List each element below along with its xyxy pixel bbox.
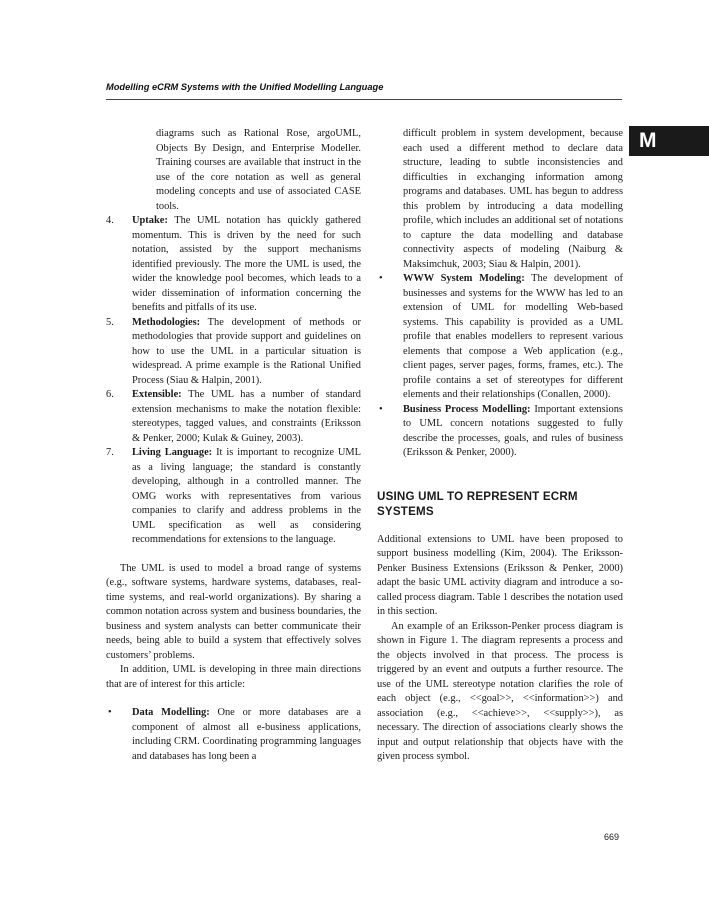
body-paragraph: Additional extensions to UML have been proposed to support business modelling (Kim, 2004). The Eriksson-Penker Business Extensions (Eriksson & Penker, 2000) adapt the basic UML activity diagram and introduce a so-called process diagram. Table 1 describes the notation used in this section. — [377, 533, 623, 617]
page-number: 669 — [604, 832, 620, 842]
item-text: The development of businesses and systems for the WWW has led to an extension of UML for modelling Web-based systems. This capability is provided as a UML profile that enables modellers to represent various elements that compose a Web application (e.g., client pages, server pages, forms, frames, etc.). The profile contains a set of stereotypes for different elements and their relationships (Conallen, 2000). — [403, 273, 623, 400]
item-term: Uptake: — [132, 215, 168, 226]
left-column — [106, 127, 361, 764]
running-head: Modelling eCRM Systems with the Unified Modelling Language — [106, 82, 384, 92]
list-item — [106, 388, 361, 446]
item-number: 4. — [106, 215, 114, 226]
item-term: Data Modelling: — [132, 707, 210, 718]
list-item — [106, 316, 361, 389]
bullet-item — [377, 272, 623, 403]
item-text: The development of methods or methodologies that provide support and guidelines on how to use the UML in a particular situation is widespread. A prime example is the Rational Unified Process (Siau & Halpin, 2001). — [132, 316, 361, 386]
left-continuation: diagrams such as Rational Rose, argoUML, Objects By Design, and Enterprise Modeller. Training courses are available that instruct in the use of the core notation as well as general modeling concepts and use of associated CASE tools. — [156, 128, 361, 212]
bullet-item — [106, 706, 361, 764]
list-item — [106, 214, 361, 316]
body-paragraph: In addition, UML is developing in three main directions that are of interest for this article: — [106, 664, 361, 690]
right-continuation: difficult problem in system development, because each used a different method to declare data structure, leading to subtle inconsistencies and difficulties in exchanging information among programs and databases. UML has begun to address this problem by introducing a data modelling profile, which includes an additional set of notations to capture the data modelling and database connectivity aspects of modeling (Naiburg & Maksimchuk, 2003; Siau & Halpin, 2001). — [403, 128, 623, 270]
item-text: It is important to recognize UML as a living language; the standard is constantly developing, although in a controlled manner. The OMG works with representatives from various companies to clarify and address problems in the UML specification as well as considering recommendations for extensions to the language. — [132, 447, 361, 545]
item-number: 7. — [106, 447, 114, 458]
item-text: The UML has a number of standard extension mechanisms to make the notation flexible: stereotypes, tagged values, and constraints (Eriksson & Penker, 2000; Kulak & Guiney, 2003). — [132, 389, 361, 444]
bullet-icon: • — [379, 273, 383, 284]
item-number: 5. — [106, 316, 114, 328]
item-number: 6. — [106, 389, 114, 400]
item-term: Living Language: — [132, 447, 213, 458]
section-tab: M — [629, 126, 709, 156]
bullet-icon: • — [379, 403, 383, 415]
item-text: The UML notation has quickly gathered momentum. This is driven by the need for such notation, assisted by the support mechanisms identified previously. The more the UML is used, the wider the knowledge pool becomes, which leads to a wider dissemination of information concerning the benefits and pitfalls of its use. — [132, 215, 361, 313]
body-paragraph: An example of an Eriksson-Penker process diagram is shown in Figure 1. The diagram represents a process and the objects involved in that process. The process is triggered by an event and outputs a further resource. The use of the UML stereotype notation clarifies the role of each object (e.g., <<goal>>, <<information>>) and association (e.g., <<achieve>>, <<supply>>), as necessary. The direction of associations clearly shows the input and output relationship that objects have with the given process symbol. — [377, 620, 623, 762]
item-term: Business Process Modelling: — [403, 403, 531, 415]
bullet-icon: • — [108, 707, 112, 718]
body-paragraph: The UML is used to model a broad range of systems (e.g., software systems, hardware systems, databases, real-time systems, and real-world organizations). By sharing a common notation across system and business boundaries, the business and system analysts can better communicate their needs, being able to build a system that effectively solves customers’ problems. — [106, 562, 361, 661]
section-heading: USING UML TO REPRESENT ECRM SYSTEMS — [377, 489, 578, 518]
item-term: Methodologies: — [132, 316, 201, 328]
item-text: Important extensions to UML concern notations suggested to fully describe the processes, goals, and rules of business (Eriksson & Penker, 2000). — [403, 403, 623, 458]
item-text: One or more databases are a component of almost all e-business applications, including CRM. Coordinating programming languages and databases has long been a — [132, 707, 361, 762]
item-term: Extensible: — [132, 389, 182, 400]
header-rule — [106, 99, 622, 100]
item-term: WWW System Modeling: — [403, 273, 525, 284]
right-column — [377, 127, 623, 765]
list-item — [106, 446, 361, 548]
bullet-item — [377, 403, 623, 461]
